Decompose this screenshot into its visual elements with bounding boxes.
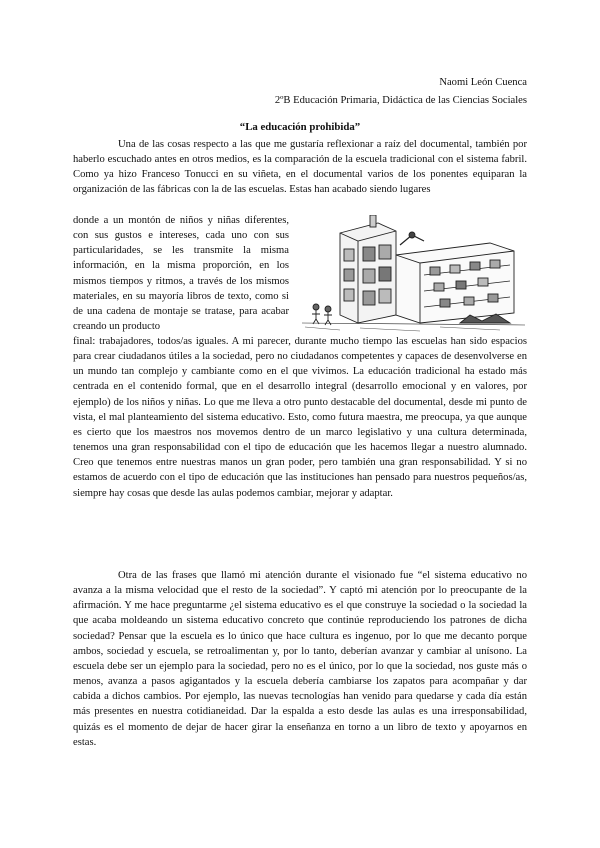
document-title: “La educación prohibida” xyxy=(239,121,361,133)
course-info: 2ºB Educación Primaria, Didáctica de las Ciencias Sociales xyxy=(274,95,527,106)
paragraph-3-text: Otra de las frases que llamó mi atención durante el visionado fue “el sistema educativo no avanza a la misma velocidad que el resto de la sociedad”. Y captó mi atención por lo preocupante de la afirmación. Y me hace preguntarme ¿el sistema educativo es el que construye la sociedad o la sociedad la que acaba moldeando un sistema educativo concreto que continúe reproduciendo los patrones de dicha sociedad? Pensar que la escuela es lo único que hace cultura es ingenuo, por lo que me decanto porque ambos, sociedad y escuela, se retroalimentan y, por lo tanto, deberían avanzar y cambiar al unísono. La escuela debe ser un ejemplo para la sociedad, pero no es el único, por lo que la sociedad, nos guste más o menos, avanza a pasos agigantados y la escuela debería cambiarse los zapatos para acompañar y dar cabida a dichos cambios. Por ejemplo, las nuevas tecnologías han venido para quedarse y cada día están más presentes en nuestra cotidianeidad. Dar la espalda a esto desde las aulas es una irresponsabilidad, quizás es el momento de dejar de hacer girar la enseñanza en torno a un libro de texto y apoyarnos en estas. xyxy=(73,570,527,748)
paragraph-1 xyxy=(73,137,527,198)
header-block xyxy=(275,74,527,110)
author-name: Naomi León Cuenca xyxy=(439,77,527,88)
paragraph-1-text: Una de las cosas respecto a las que me gustaría reflexionar a raíz del documental, también por haberlo escuchado antes en otros medios, es la comparación de la escuela tradicional con el sistema fabril. Como ya hizo Franceso Tonucci en su viñeta, en el documental varios de los ponentes equiparan la organización de las fábricas con la de las escuelas. Estas han acabado siendo lugares xyxy=(73,139,527,196)
tonucci-cartoon-icon xyxy=(300,215,527,333)
paragraph-3 xyxy=(73,568,527,750)
paragraph-wrap: donde a un montón de niños y niñas diferentes, con sus gustos e intereses, cada uno con sus particularidades, se les transmite la misma información, en la misma proporción, en los mismos tiempos y ritmos, a través de los mismos materiales, en su mayoría libros de texto, como si de una cadena de montaje se tratase, para acabar creando un producto xyxy=(73,215,289,333)
paragraph-2: final: trabajadores, todos/as iguales. A mi parecer, durante mucho tiempo las escuelas han sido espacios para crear ciudadanos útiles a la sociedad, pero no ciudadanos competentes y capaces de desenvolverse en un mundo tan complejo y cambiante como en el que vivimos. La educación tradicional ha estado más centrada en el contenido formal, que en el desarrollo integral (desarrollo emocional y en valores, por ejemplo) de los niños y niñas. Lo que me lleva a otro punto destacable del documental, desde mi punto de vista, el mal planteamiento del sistema educativo. Esto, como futura maestra, me preocupa, ya que aunque es cierto que los maestros nos movemos dentro de un marco legislativo y una cultura determinada, tenemos una gran responsabilidad con el tipo de educación que les hacemos llegar a nuestro alumnado. Creo que tenemos entre nuestras manos un gran poder, pero también una gran responsabilidad. Y si no estamos de acuerdo con el tipo de educación que las instituciones han pensado para nuestros pequeños/as, siempre hay cosas que desde las aulas podemos cambiar, mejorar y adaptar. xyxy=(73,336,527,499)
